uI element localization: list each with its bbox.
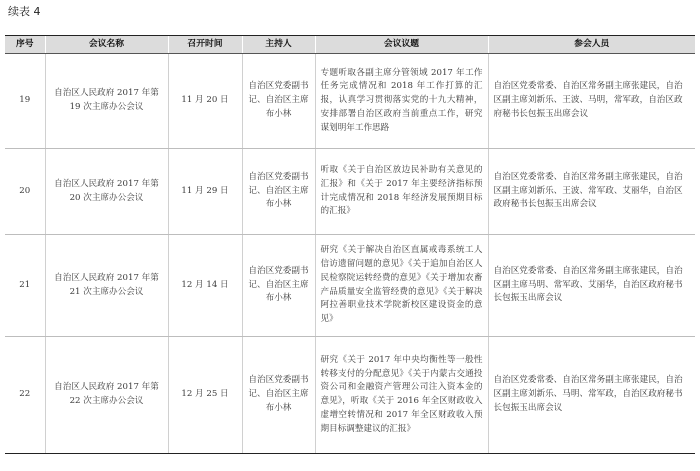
cell-attendees: 自治区党委常委、自治区常务副主席张建民，自治区副主席刘新乐、马明、常军政，自治区政府秘书长包振玉出席会议	[488, 337, 695, 454]
header-topic: 会议议题	[315, 36, 488, 54]
cell-meeting-name: 自治区人民政府 2017 年第 21 次主席办公会议	[45, 235, 168, 337]
cell-date: 12 月 14 日	[168, 235, 242, 337]
table-caption: 续表 4	[8, 5, 41, 18]
cell-topic: 专题听取各副主席分管领域 2017 年工作任务完成情况和 2018 年工作打算的汇报，认真学习贯彻落实党的十九大精神，安排部署自治区政府当前重点工作，研究谋划明年工作思路	[315, 54, 488, 149]
cell-attendees: 自治区党委常委、自治区常务副主席张建民，自治区副主席马明、常军政、艾丽华，自治区政府秘书长包振玉出席会议	[488, 235, 695, 337]
table-row	[5, 54, 695, 149]
table-row	[5, 149, 695, 235]
cell-date: 11 月 20 日	[168, 54, 242, 149]
cell-meeting-name: 自治区人民政府 2017 年第 19 次主席办公会议	[45, 54, 168, 149]
cell-no: 22	[5, 337, 45, 454]
cell-topic: 听取《关于自治区放边民补助有关意见的汇报》和《关于 2017 年主要经济指标预计完成情况和 2018 年经济发展预期目标的汇报》	[315, 149, 488, 235]
cell-date: 12 月 25 日	[168, 337, 242, 454]
header-attendees: 参会人员	[488, 36, 695, 54]
header-date: 召开时间	[168, 36, 242, 54]
cell-no: 20	[5, 149, 45, 235]
cell-no: 21	[5, 235, 45, 337]
cell-meeting-name: 自治区人民政府 2017 年第 22 次主席办公会议	[45, 337, 168, 454]
cell-topic: 研究《关于解决自治区直属戒毒系统工人信访遗留问题的意见》《关于追加自治区人民检察院运转经费的意见》《关于增加农畜产品质量安全监管经费的意见》《关于解决阿拉善职业技术学院新校区建设资金的意见》	[315, 235, 488, 337]
table-row	[5, 235, 695, 337]
header-row	[5, 36, 695, 54]
cell-host: 自治区党委副书记、自治区主席布小林	[242, 337, 315, 454]
cell-attendees: 自治区党委常委、自治区常务副主席张建民，自治区副主席刘新乐、王波、马明，常军政，自治区政府秘书长包振玉出席会议	[488, 54, 695, 149]
cell-host: 自治区党委副书记、自治区主席布小林	[242, 54, 315, 149]
cell-date: 11 月 29 日	[168, 149, 242, 235]
header-meeting-name: 会议名称	[45, 36, 168, 54]
cell-topic: 研究《关于 2017 年中央均衡性等一般性转移支付的分配意见》《关于内蒙古交通投资公司和金融资产管理公司注入资本金的意见》，听取《关于 2016 年全区财政收入虚增空转情况和 2017 年全区财政收入预期目标调整建议的汇报》	[315, 337, 488, 454]
cell-meeting-name: 自治区人民政府 2017 年第 20 次主席办公会议	[45, 149, 168, 235]
header-no: 序号	[5, 36, 45, 54]
meetings-table	[5, 35, 695, 454]
cell-host: 自治区党委副书记、自治区主席布小林	[242, 235, 315, 337]
cell-no: 19	[5, 54, 45, 149]
header-host: 主持人	[242, 36, 315, 54]
table-row	[5, 337, 695, 454]
cell-attendees: 自治区党委常委、自治区常务副主席张建民，自治区副主席刘新乐、王波、常军政、艾丽华，自治区政府秘书长包振玉出席会议	[488, 149, 695, 235]
cell-host: 自治区党委副书记、自治区主席布小林	[242, 149, 315, 235]
